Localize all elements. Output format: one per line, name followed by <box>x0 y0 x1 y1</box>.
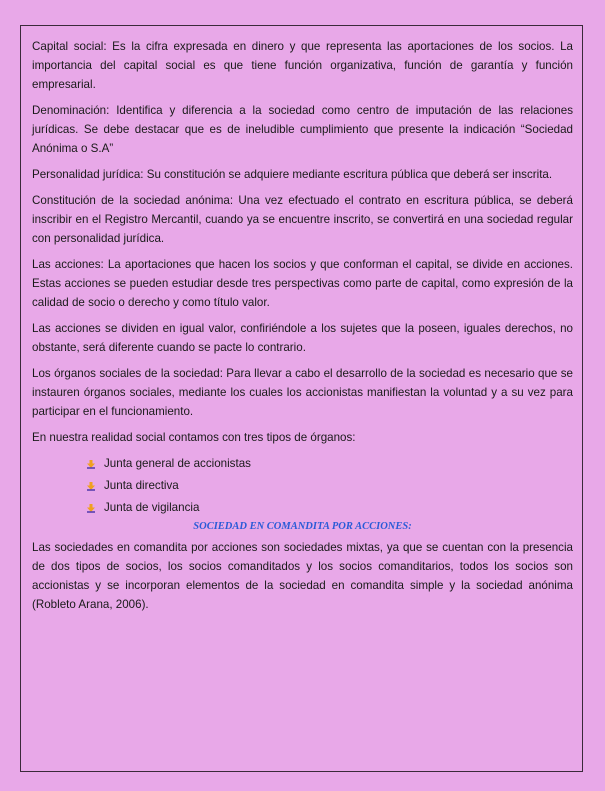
paragraph-personalidad-juridica: Personalidad jurídica: Su constitución se adquiere mediante escritura pública que deberá ser inscrita. <box>32 168 553 181</box>
paragraph-denominacion: Denominación: Identifica y diferencia a la sociedad como centro de imputación de las relaciones jurídicas. Se debe destacar que es de ineludible cumplimiento que presente la indicación “Sociedad Anónima o S.A” <box>32 104 573 155</box>
paragraph-division-acciones: Las acciones se dividen en igual valor, confiriéndole a los sujetes que la poseen, iguales derechos, no obstante, será diferente cuando se pacte lo contrario. <box>32 322 573 354</box>
section-heading: SOCIEDAD EN COMANDITA POR ACCIONES: <box>193 521 412 532</box>
arrow-bullet-icon <box>86 503 96 513</box>
paragraph-comandita: Las sociedades en comandita por acciones son sociedades mixtas, ya que se cuentan con la presencia de dos tipos de socios, los socios comanditados y los socios comanditarios, todos los socios son accionistas y se incorporan elementos de la sociedad en comandita simple y la sociedad anónima (Robleto Arana, 2006). <box>32 541 573 611</box>
list-item-label: Junta general de accionistas <box>104 457 251 470</box>
list-item-label: Junta directiva <box>104 479 179 492</box>
paragraph-acciones: Las acciones: La aportaciones que hacen los socios y que conforman el capital, se divide en acciones. Estas acciones se pueden estudiar desde tres perspectivas como parte de capital, como expresión de la calidad de socio o derecho y como título valor. <box>32 258 573 309</box>
organos-list <box>32 454 573 517</box>
list-item <box>86 498 573 517</box>
paragraph-organos-sociales: Los órganos sociales de la sociedad: Para llevar a cabo el desarrollo de la sociedad es necesario que se instauren órganos sociales, mediante los cuales los accionistas manifiestan la voluntad y a su vez para participar en el funcionamiento. <box>32 367 573 418</box>
document-body <box>32 37 573 621</box>
arrow-bullet-icon <box>86 481 96 491</box>
list-item <box>86 476 573 495</box>
arrow-bullet-icon <box>86 459 96 469</box>
paragraph-capital-social: Capital social: Es la cifra expresada en dinero y que representa las aportaciones de los socios. La importancia del capital social es que tiene función organizativa, función de garantía y función empresarial. <box>32 40 573 91</box>
paragraph-tipos-organos: En nuestra realidad social contamos con tres tipos de órganos: <box>32 431 356 444</box>
list-item-label: Junta de vigilancia <box>104 501 200 514</box>
list-item <box>86 454 573 473</box>
paragraph-constitucion: Constitución de la sociedad anónima: Una vez efectuado el contrato en escritura pública, se deberá inscribir en el Registro Mercantil, cuando ya se encuentre inscrito, se convertirá en una sociedad regular con personalidad jurídica. <box>32 194 573 245</box>
